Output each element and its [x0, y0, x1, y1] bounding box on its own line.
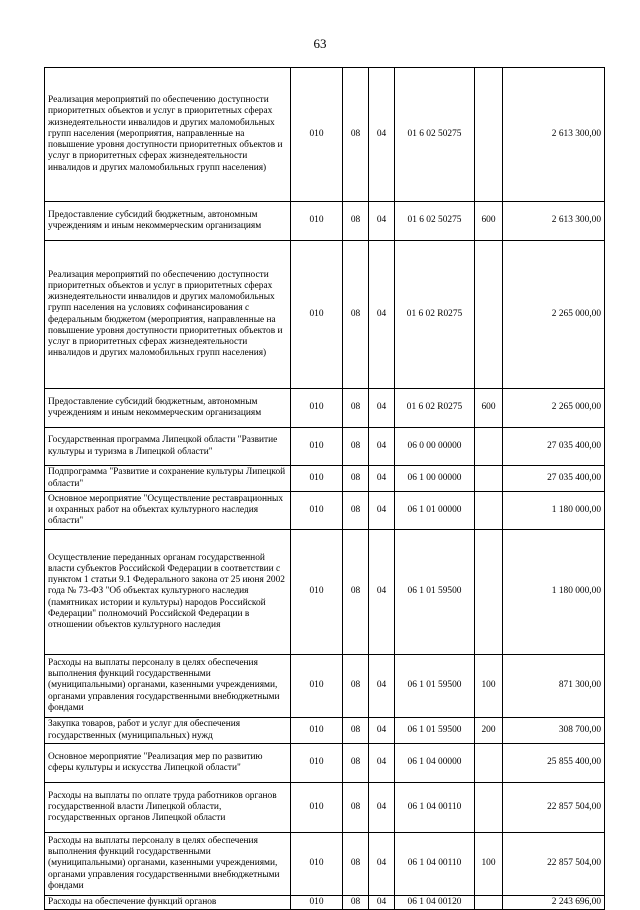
subsection-code-cell: 04 — [369, 783, 395, 833]
row-name-cell: Реализация мероприятий по обеспечению доступности приоритетных объектов и услуг в приоритетных сферах жизнедеятельности инвалидов и других маломобильных групп населения (мероприятия, направленные на повышение уровня доступности приоритетных объектов и услуг в приоритетных сферах жизнедеятельности инвалидов и других маломобильных групп населения) — [45, 68, 291, 202]
budget-table — [44, 67, 605, 910]
amount-cell: 2 613 300,00 — [503, 202, 605, 241]
section-code-cell: 08 — [343, 492, 369, 530]
admin-code-cell: 010 — [291, 833, 343, 896]
table-row — [45, 718, 605, 744]
expense-type-cell — [475, 241, 503, 389]
row-name-cell: Закупка товаров, работ и услуг для обеспечения государственных (муниципальных) нужд — [45, 718, 291, 744]
amount-cell: 1 180 000,00 — [503, 530, 605, 655]
target-article-cell: 06 1 01 00000 — [395, 492, 475, 530]
row-name-cell: Расходы на выплаты персоналу в целях обеспечения выполнения функций государственными (муниципальными) органами, казенными учреждениями, органами управления государственными внебюджетными фондами — [45, 833, 291, 896]
table-row — [45, 783, 605, 833]
row-name-cell: Основное мероприятие "Реализация мер по развитию сферы культуры и искусства Липецкой области" — [45, 744, 291, 783]
admin-code-cell: 010 — [291, 530, 343, 655]
target-article-cell: 06 1 01 59500 — [395, 530, 475, 655]
amount-cell: 2 243 696,00 — [503, 896, 605, 910]
amount-cell: 2 265 000,00 — [503, 389, 605, 428]
expense-type-cell: 100 — [475, 833, 503, 896]
subsection-code-cell: 04 — [369, 389, 395, 428]
amount-cell: 22 857 504,00 — [503, 783, 605, 833]
table-row — [45, 389, 605, 428]
subsection-code-cell: 04 — [369, 530, 395, 655]
admin-code-cell: 010 — [291, 718, 343, 744]
expense-type-cell — [475, 744, 503, 783]
target-article-cell: 06 1 00 00000 — [395, 466, 475, 492]
budget-table-body — [45, 68, 605, 910]
section-code-cell: 08 — [343, 202, 369, 241]
expense-type-cell — [475, 896, 503, 910]
admin-code-cell: 010 — [291, 896, 343, 910]
subsection-code-cell: 04 — [369, 202, 395, 241]
row-name-cell: Осуществление переданных органам государственной власти субъектов Российской Федерации в соответствии с пунктом 1 статьи 9.1 Федерального закона от 25 июня 2002 года № 73-ФЗ "Об объектах культурного наследия (памятниках истории и культуры) народов Российской Федерации" полномочий Российской Федерации в отношении объектов культурного наследия — [45, 530, 291, 655]
subsection-code-cell: 04 — [369, 428, 395, 466]
subsection-code-cell: 04 — [369, 492, 395, 530]
subsection-code-cell: 04 — [369, 833, 395, 896]
amount-cell: 2 265 000,00 — [503, 241, 605, 389]
section-code-cell: 08 — [343, 833, 369, 896]
amount-cell: 871 300,00 — [503, 655, 605, 718]
row-name-cell: Расходы на выплаты по оплате труда работников органов государственной власти Липецкой области, государственных органов Липецкой области — [45, 783, 291, 833]
expense-type-cell: 200 — [475, 718, 503, 744]
section-code-cell: 08 — [343, 530, 369, 655]
expense-type-cell: 600 — [475, 202, 503, 241]
section-code-cell: 08 — [343, 68, 369, 202]
target-article-cell: 01 6 02 R0275 — [395, 241, 475, 389]
table-row — [45, 655, 605, 718]
table-row — [45, 68, 605, 202]
subsection-code-cell: 04 — [369, 718, 395, 744]
table-row — [45, 492, 605, 530]
row-name-cell: Расходы на обеспечение функций органов — [45, 896, 291, 910]
table-row — [45, 530, 605, 655]
row-name-cell: Предоставление субсидий бюджетным, автономным учреждениям и иным некоммерческим организациям — [45, 202, 291, 241]
target-article-cell: 06 1 04 00110 — [395, 833, 475, 896]
section-code-cell: 08 — [343, 783, 369, 833]
expense-type-cell — [475, 68, 503, 202]
admin-code-cell: 010 — [291, 655, 343, 718]
expense-type-cell — [475, 492, 503, 530]
target-article-cell: 06 1 01 59500 — [395, 655, 475, 718]
admin-code-cell: 010 — [291, 68, 343, 202]
target-article-cell: 06 1 04 00110 — [395, 783, 475, 833]
admin-code-cell: 010 — [291, 466, 343, 492]
page-number: 63 — [313, 36, 327, 51]
expense-type-cell: 600 — [475, 389, 503, 428]
row-name-cell: Предоставление субсидий бюджетным, автономным учреждениям и иным некоммерческим организациям — [45, 389, 291, 428]
amount-cell: 27 035 400,00 — [503, 428, 605, 466]
target-article-cell: 01 6 02 50275 — [395, 202, 475, 241]
subsection-code-cell: 04 — [369, 466, 395, 492]
table-row — [45, 428, 605, 466]
target-article-cell: 01 6 02 50275 — [395, 68, 475, 202]
admin-code-cell: 010 — [291, 744, 343, 783]
section-code-cell: 08 — [343, 655, 369, 718]
admin-code-cell: 010 — [291, 202, 343, 241]
amount-cell: 1 180 000,00 — [503, 492, 605, 530]
amount-cell: 2 613 300,00 — [503, 68, 605, 202]
admin-code-cell: 010 — [291, 389, 343, 428]
table-row — [45, 744, 605, 783]
amount-cell: 25 855 400,00 — [503, 744, 605, 783]
admin-code-cell: 010 — [291, 241, 343, 389]
subsection-code-cell: 04 — [369, 655, 395, 718]
target-article-cell: 06 0 00 00000 — [395, 428, 475, 466]
table-row — [45, 466, 605, 492]
target-article-cell: 06 1 04 00120 — [395, 896, 475, 910]
expense-type-cell — [475, 530, 503, 655]
row-name-cell: Расходы на выплаты персоналу в целях обеспечения выполнения функций государственными (муниципальными) органами, казенными учреждениями, органами управления государственными внебюджетными фондами — [45, 655, 291, 718]
row-name-cell: Реализация мероприятий по обеспечению доступности приоритетных объектов и услуг в приоритетных сферах жизнедеятельности инвалидов и других маломобильных групп населения на условиях софинансирования с федеральным бюджетом (мероприятия, направленные на повышение уровня доступности приоритетных объектов и услуг в приоритетных сферах жизнедеятельности инвалидов и других маломобильных групп населения) — [45, 241, 291, 389]
admin-code-cell: 010 — [291, 783, 343, 833]
table-row — [45, 896, 605, 910]
subsection-code-cell: 04 — [369, 744, 395, 783]
section-code-cell: 08 — [343, 744, 369, 783]
expense-type-cell: 100 — [475, 655, 503, 718]
section-code-cell: 08 — [343, 389, 369, 428]
subsection-code-cell: 04 — [369, 896, 395, 910]
subsection-code-cell: 04 — [369, 68, 395, 202]
section-code-cell: 08 — [343, 718, 369, 744]
expense-type-cell — [475, 428, 503, 466]
row-name-cell: Подпрограмма "Развитие и сохранение культуры Липецкой области" — [45, 466, 291, 492]
section-code-cell: 08 — [343, 428, 369, 466]
amount-cell: 22 857 504,00 — [503, 833, 605, 896]
target-article-cell: 06 1 04 00000 — [395, 744, 475, 783]
section-code-cell: 08 — [343, 896, 369, 910]
table-row — [45, 241, 605, 389]
row-name-cell: Основное мероприятие "Осуществление реставрационных и охранных работ на объектах культурного наследия области" — [45, 492, 291, 530]
target-article-cell: 01 6 02 R0275 — [395, 389, 475, 428]
admin-code-cell: 010 — [291, 492, 343, 530]
table-row — [45, 833, 605, 896]
row-name-cell: Государственная программа Липецкой области "Развитие культуры и туризма в Липецкой области" — [45, 428, 291, 466]
amount-cell: 308 700,00 — [503, 718, 605, 744]
subsection-code-cell: 04 — [369, 241, 395, 389]
expense-type-cell — [475, 783, 503, 833]
target-article-cell: 06 1 01 59500 — [395, 718, 475, 744]
expense-type-cell — [475, 466, 503, 492]
admin-code-cell: 010 — [291, 428, 343, 466]
amount-cell: 27 035 400,00 — [503, 466, 605, 492]
table-row — [45, 202, 605, 241]
section-code-cell: 08 — [343, 466, 369, 492]
section-code-cell: 08 — [343, 241, 369, 389]
